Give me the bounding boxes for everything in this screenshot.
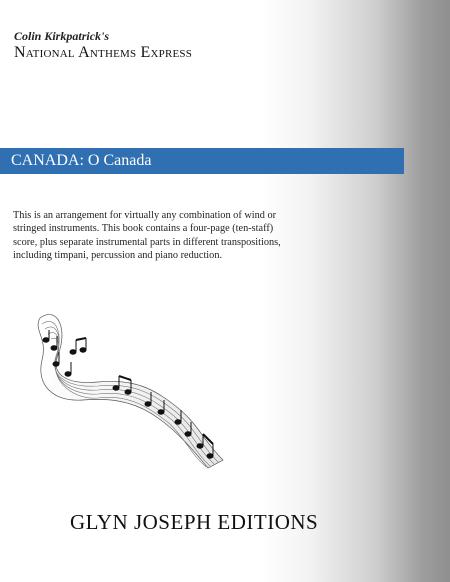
gray-gradient-panel (262, 0, 450, 582)
publisher-logo: GLYN JOSEPH EDITIONS (70, 510, 319, 534)
series-title: National Anthems Express (14, 44, 193, 61)
book-description: This is an arrangement for virtually any combination of wind or stringed instruments. This book contains a four-page (ten-staff) score, plus separate instrumental parts in different transpositions, including timpani, percussion and piano reduction. (13, 210, 281, 261)
author-name: Colin Kirkpatrick's (14, 29, 110, 43)
music-staff-ribbon-icon (28, 300, 243, 470)
title-band (0, 148, 404, 174)
book-title: CANADA: O Canada (11, 152, 152, 169)
